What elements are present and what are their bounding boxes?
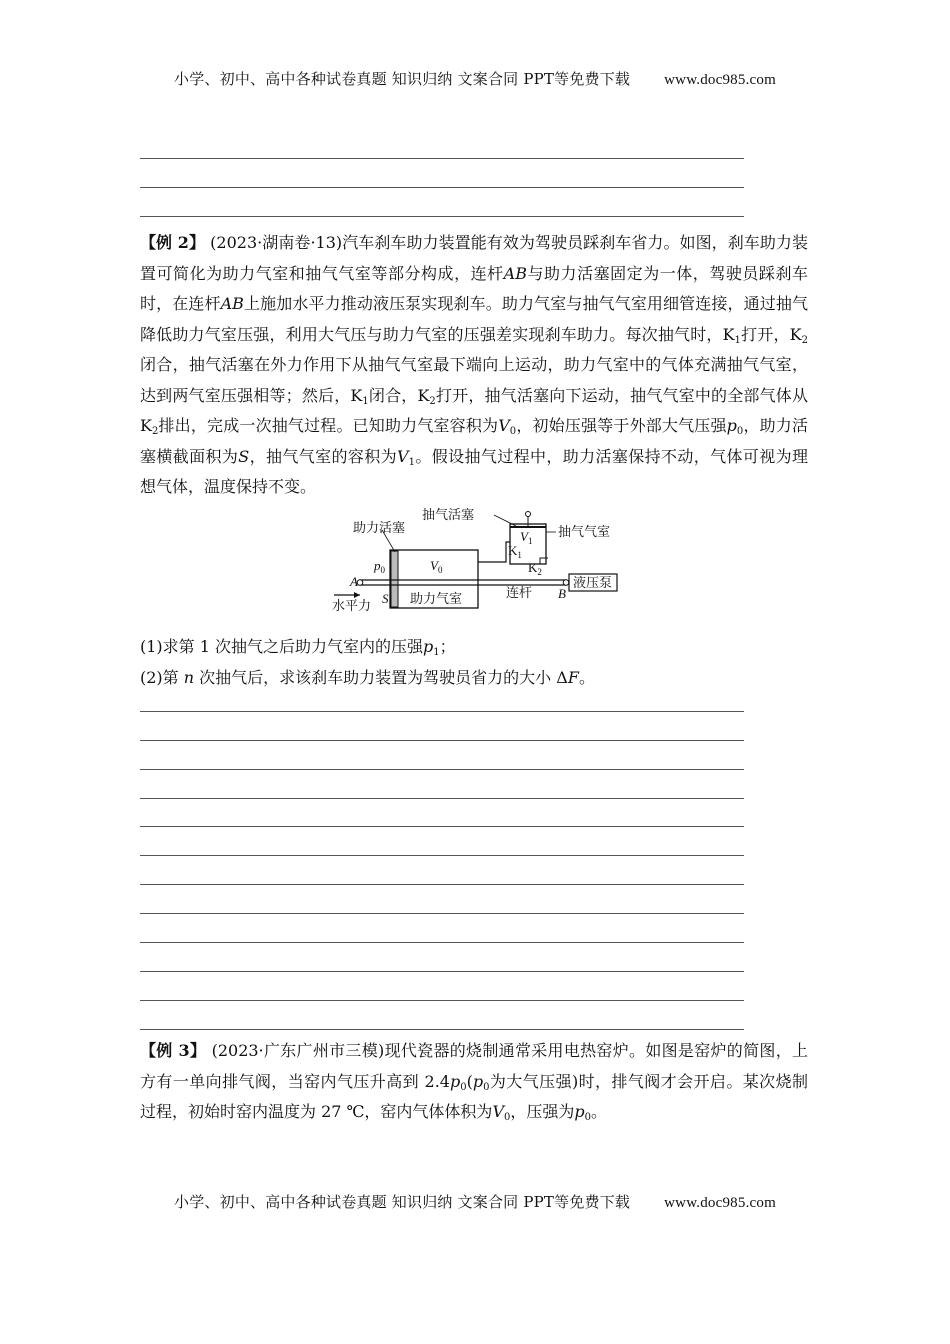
label-v0: $V_0$ bbox=[430, 558, 443, 575]
example-2-tag: 【例 2】 bbox=[140, 233, 206, 252]
assist-piston bbox=[391, 551, 398, 607]
footer-url[interactable]: www.doc985.com bbox=[664, 1195, 776, 1211]
answer-line bbox=[140, 711, 744, 712]
rod-end-b bbox=[563, 580, 569, 586]
example-2-source: (2023·湖南卷·13) bbox=[210, 233, 343, 252]
label-exhaust-piston: 抽气活塞 bbox=[422, 507, 475, 522]
answer-line bbox=[140, 971, 744, 972]
answer-line bbox=[140, 913, 744, 914]
answer-line bbox=[140, 884, 744, 885]
label-pump: 液压泵 bbox=[573, 575, 613, 590]
brake-assist-diagram bbox=[330, 506, 620, 616]
example-3-source: (2023·广东广州市三模) bbox=[211, 1041, 385, 1060]
label-assist-chamber: 助力气室 bbox=[410, 591, 463, 606]
answer-line bbox=[140, 216, 744, 217]
footer-text: 小学、初中、高中各种试卷真题 知识归纳 文案合同 PPT等免费下载 bbox=[174, 1193, 631, 1211]
exhaust-piston-handle bbox=[526, 512, 531, 517]
label-force: 水平力 bbox=[332, 598, 372, 613]
page-header bbox=[0, 68, 950, 89]
label-v1: $V_1$ bbox=[520, 529, 533, 546]
valve-k2 bbox=[540, 558, 548, 564]
label-k2: $K_2$ bbox=[528, 560, 542, 577]
question-2: (2)第 n 次抽气后，求该刹车助力装置为驾驶员省力的大小 ΔF。 bbox=[140, 668, 595, 687]
answer-line bbox=[140, 826, 744, 827]
rod-end-a bbox=[357, 580, 363, 586]
label-s: S bbox=[382, 591, 389, 606]
answer-line bbox=[140, 158, 744, 159]
label-exhaust-chamber: 抽气气室 bbox=[558, 524, 611, 539]
connecting-pipe bbox=[478, 542, 510, 562]
header-text: 小学、初中、高中各种试卷真题 知识归纳 文案合同 PPT等免费下载 bbox=[174, 70, 631, 88]
answer-line bbox=[140, 769, 744, 770]
question-1: (1)求第 1 次抽气之后助力气室内的压强$p_1$； bbox=[140, 637, 456, 658]
example-2-text: 【例 2】 (2023·湖南卷·13)汽车刹车助力装置能有效为驾驶员踩刹车省力。如图，刹车助力装置可简化为助力气室和抽气气室等部分构成，连杆AB与助力活塞固定为一体，驾驶员踩刹车时，在连杆AB上施加水平力推动液压泵实现刹车。助力气室与抽气气室用细管连接，通过抽气降低助力气室压强，利用大气压与助力气室的压强差实现刹车助力。每次抽气时，$K_1$打开，$K_2$闭合，抽气活塞在外力作用下从抽气气室最下端向上运动，助力气室中的气体充满抽气气室，达到两气室压强相等；然后，$K_1$闭合，$K_2$打开，抽气活塞向下运动，抽气气室中的全部气体从$K_2$排出，完成一次抽气过程。已知助力气室容积为$V_0$，初始压强等于外部大气压强$p_0$，助力活塞横截面积为S，抽气气室的容积为$V_1$。假设抽气过程中，助力活塞保持不动，气体可视为理想气体，温度保持不变。 bbox=[140, 233, 808, 496]
label-p0: $p_0$ bbox=[374, 558, 385, 575]
example-3-text: 【例 3】 (2023·广东广州市三模)现代瓷器的烧制通常采用电热窑炉。如图是窑炉的简图，上方有一单向排气阀，当窑内气压升高到 $2.4p_0(p_0$为大气压强)时，排气阀才会开启。某次烧制过程，初始时窑内温度为 27 ℃，窑内气体体积为$V_0$，压强为$p_0$。 bbox=[140, 1041, 808, 1123]
answer-line bbox=[140, 1029, 744, 1030]
answer-line bbox=[140, 1000, 744, 1001]
answer-line bbox=[140, 855, 744, 856]
page-footer bbox=[0, 1191, 950, 1212]
label-k1: $K_1$ bbox=[508, 543, 522, 560]
header-url[interactable]: www.doc985.com bbox=[664, 72, 776, 88]
answer-line bbox=[140, 187, 744, 188]
answer-line bbox=[140, 740, 744, 741]
answer-line bbox=[140, 798, 744, 799]
label-assist-piston: 助力活塞 bbox=[353, 520, 406, 535]
label-a: A bbox=[350, 574, 358, 589]
label-b: B bbox=[558, 586, 566, 601]
example-3-tag: 【例 3】 bbox=[140, 1041, 207, 1060]
label-rod: 连杆 bbox=[506, 585, 533, 600]
answer-line bbox=[140, 942, 744, 943]
leader-line bbox=[494, 515, 516, 526]
